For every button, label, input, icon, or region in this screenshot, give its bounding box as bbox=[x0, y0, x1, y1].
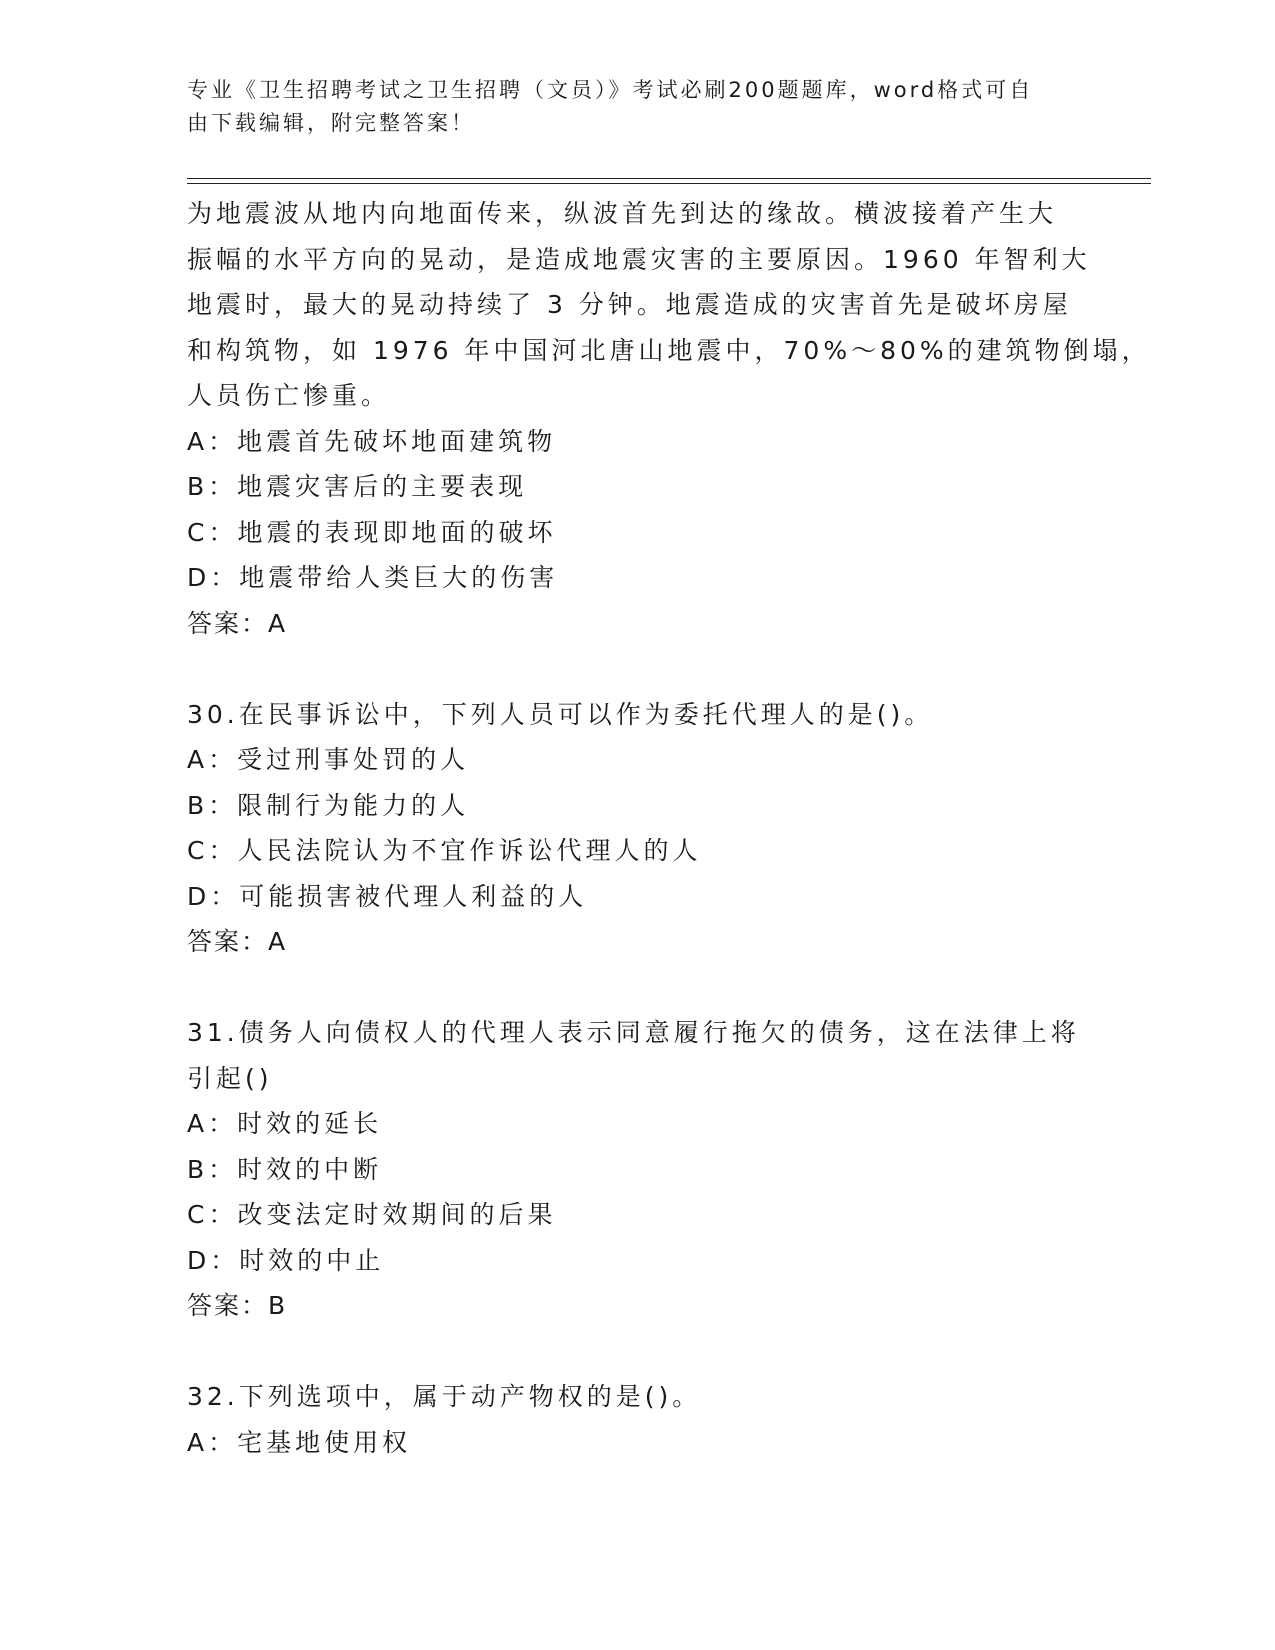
header-title-line-2: 由下载编辑，附完整答案！ bbox=[187, 111, 475, 135]
document-header bbox=[187, 74, 1067, 140]
question-stem: 31.债务人向债权人的代理人表示同意履行拖欠的债务，这在法律上将 bbox=[187, 1018, 1080, 1047]
question-text-line: 地震时，最大的晃动持续了 3 分钟。地震造成的灾害首先是破坏房屋 bbox=[187, 290, 1072, 319]
question-block-30 bbox=[187, 692, 1087, 965]
question-text-line: 人员伤亡惨重。 bbox=[187, 381, 391, 410]
header-divider-top bbox=[187, 178, 1151, 179]
document-body bbox=[187, 191, 1151, 1465]
spacer bbox=[187, 1329, 1087, 1375]
option-d: D：地震带给人类巨大的伤害 bbox=[187, 563, 559, 592]
option-a: A：受过刑事处罚的人 bbox=[187, 745, 470, 774]
question-text-line: 振幅的水平方向的晃动，是造成地震灾害的主要原因。1960 年智利大 bbox=[187, 244, 1091, 274]
question-stem-continued: 引起() bbox=[187, 1063, 273, 1093]
option-a: A：宅基地使用权 bbox=[187, 1427, 412, 1457]
option-b: B：时效的中断 bbox=[187, 1154, 383, 1184]
option-b: B：限制行为能力的人 bbox=[187, 790, 470, 820]
header-title-line-1: 专业《卫生招聘考试之卫生招聘（文员）》考试必刷200题题库，word格式可自 bbox=[187, 78, 1034, 102]
question-block-32 bbox=[187, 1374, 1087, 1465]
option-c: C：地震的表现即地面的破坏 bbox=[187, 517, 557, 547]
option-a: A：时效的延长 bbox=[187, 1109, 383, 1138]
question-stem: 32.下列选项中，属于动产物权的是()。 bbox=[187, 1382, 702, 1411]
spacer bbox=[187, 965, 1087, 1011]
option-d: D：时效的中止 bbox=[187, 1245, 385, 1275]
question-text-line: 为地震波从地内向地面传来，纵波首先到达的缘故。横波接着产生大 bbox=[187, 199, 1058, 228]
question-stem: 30.在民事诉讼中，下列人员可以作为委托代理人的是()。 bbox=[187, 699, 934, 729]
spacer bbox=[187, 646, 1087, 692]
question-block-29 bbox=[187, 191, 1151, 646]
answer-line: 答案：A bbox=[187, 927, 288, 956]
header-divider-bottom bbox=[187, 183, 1151, 184]
question-text-line: 和构筑物，如 1976 年中国河北唐山地震中，70%～80%的建筑物倒塌， bbox=[187, 335, 1151, 365]
question-block-31 bbox=[187, 1010, 1087, 1329]
option-c: C：人民法院认为不宜作诉讼代理人的人 bbox=[187, 836, 702, 865]
answer-line: 答案：B bbox=[187, 1291, 288, 1320]
option-b: B：地震灾害后的主要表现 bbox=[187, 472, 528, 501]
answer-line: 答案：A bbox=[187, 608, 288, 638]
option-d: D：可能损害被代理人利益的人 bbox=[187, 881, 588, 911]
option-a: A：地震首先破坏地面建筑物 bbox=[187, 426, 557, 456]
option-c: C：改变法定时效期间的后果 bbox=[187, 1200, 557, 1229]
